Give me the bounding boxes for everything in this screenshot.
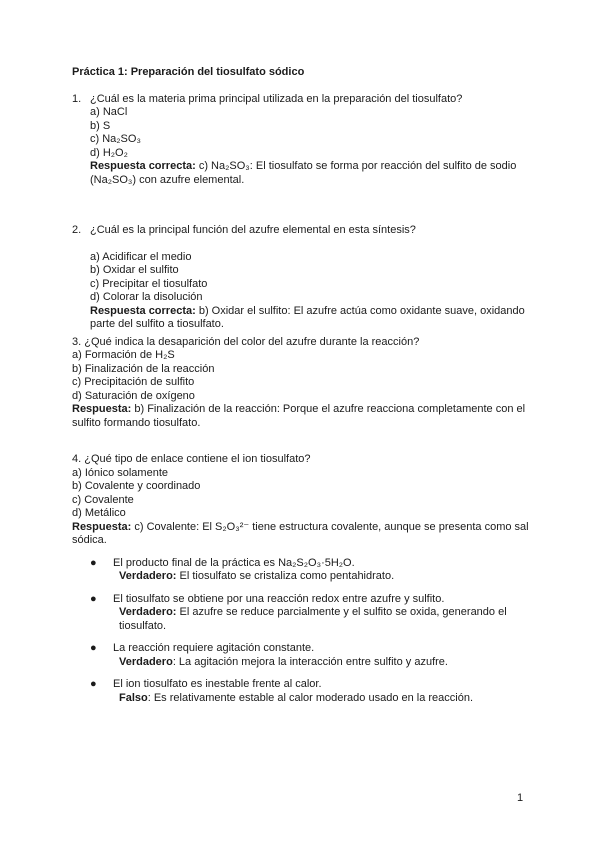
question-3-text-line	[72, 336, 542, 350]
statement-item-2	[72, 593, 542, 634]
question-2-text: ¿Cuál es la principal función del azufre elemental en esta síntesis?	[90, 224, 416, 236]
statement-2-body	[113, 593, 542, 634]
question-4-text-line	[72, 453, 542, 467]
statement-2-text: El tiosulfato se obtiene por una reacción redox entre azufre y sulfito.	[113, 592, 445, 605]
question-3-answer-label: Respuesta:	[72, 403, 132, 415]
question-1-body	[90, 93, 542, 188]
question-2-number: 2.	[72, 224, 82, 236]
question-3-answer	[72, 403, 542, 430]
question-1-option-a: a) NaCl	[90, 106, 128, 118]
statement-2-verdict-text: El azufre se reduce parcialmente y el sulfito se oxida, generando el tiosulfato.	[119, 606, 507, 632]
statement-4-verdict-text: : Es relativamente estable al calor moderado usado en la reacción.	[147, 691, 474, 704]
statement-1-verdict-label: Verdadero:	[119, 570, 177, 582]
statement-1-text: El producto final de la práctica es Na₂S₂O₃·5H₂O.	[113, 556, 355, 569]
question-1-answer-label: Respuesta correcta:	[90, 160, 196, 172]
question-1-number: 1.	[72, 92, 82, 105]
statement-3-text: La reacción requiere agitación constante.	[113, 642, 315, 654]
question-4-option-b: b) Covalente y coordinado	[72, 480, 201, 492]
statement-4-body	[113, 678, 542, 705]
question-2-option-b: b) Oxidar el sulfito	[90, 264, 179, 276]
question-2-option-c: c) Precipitar el tiosulfato	[90, 277, 208, 290]
statement-4-verdict-label: Falso	[119, 691, 148, 704]
question-4-option-a: a) Iónico solamente	[72, 466, 168, 479]
statement-item-3	[72, 642, 542, 669]
question-1-answer-text: c) Na₂SO₃: El tiosulfato se forma por reacción del sulfito de sodio (Na₂SO₃) con azufre elemental.	[90, 160, 517, 186]
statement-2-verdict-label: Verdadero:	[119, 606, 177, 618]
statement-4-verdict	[113, 692, 542, 706]
question-4-answer-text: c) Covalente: El S₂O₃²⁻ tiene estructura covalente, aunque se presenta como sal sódica.	[72, 520, 529, 546]
statement-3-verdict-text: : La agitación mejora la interacción entre sulfito y azufre.	[172, 655, 448, 668]
question-2-option-a: a) Acidificar el medio	[90, 250, 192, 263]
page-number: 1	[517, 792, 524, 804]
question-4-answer-label: Respuesta:	[72, 520, 132, 533]
question-3	[72, 336, 542, 431]
question-4-answer	[72, 521, 542, 548]
question-3-option-a: a) Formación de H₂S	[72, 349, 175, 361]
question-2-answer-text: b) Oxidar el sulfito: El azufre actúa como oxidante suave, oxidando parte del sulfito a tiosulfato.	[90, 304, 525, 330]
statement-3-body	[113, 642, 542, 669]
question-3-number: 3.	[72, 335, 82, 348]
question-1-option-d: d) H₂O₂	[90, 146, 128, 159]
page-title: Práctica 1: Preparación del tiosulfato sódico	[72, 66, 305, 78]
bullet-icon: ●	[90, 678, 97, 690]
bullet-icon: ●	[90, 556, 97, 569]
statement-item-4	[72, 678, 542, 705]
question-2-option-d: d) Colorar la disolución	[90, 291, 203, 303]
question-3-option-c: c) Precipitación de sulfito	[72, 376, 195, 388]
question-1-option-b: b) S	[90, 119, 111, 132]
statements-list	[72, 557, 542, 706]
statement-item-1	[72, 557, 542, 584]
question-2-body	[90, 224, 542, 332]
statement-3-verdict-label: Verdadero	[119, 655, 173, 668]
question-4	[72, 453, 542, 548]
question-1-answer	[90, 160, 542, 187]
statement-2-verdict	[113, 606, 542, 633]
question-1-option-c: c) Na₂SO₃	[90, 133, 141, 145]
question-4-option-c: c) Covalente	[72, 493, 134, 506]
question-3-option-b: b) Finalización de la reacción	[72, 362, 215, 375]
statement-3-verdict	[113, 656, 542, 670]
question-3-answer-text: b) Finalización de la reacción: Porque el azufre reacciona completamente con el sulfito formando tiosulfato.	[72, 403, 526, 429]
question-2-answer-label: Respuesta correcta:	[90, 304, 196, 317]
statement-1-body	[113, 557, 542, 584]
question-2-answer	[90, 305, 542, 332]
question-3-option-d: d) Saturación de oxígeno	[72, 389, 195, 402]
question-4-option-d: d) Metálico	[72, 507, 126, 519]
question-4-number: 4.	[72, 453, 82, 465]
question-4-text: ¿Qué tipo de enlace contiene el ion tiosulfato?	[84, 453, 311, 465]
statement-4-text: El ion tiosulfato es inestable frente al calor.	[113, 678, 322, 690]
question-3-text: ¿Qué indica la desaparición del color del azufre durante la reacción?	[84, 335, 420, 348]
bullet-icon: ●	[90, 592, 97, 605]
question-1	[72, 93, 542, 188]
statement-1-verdict-text: El tiosulfato se cristaliza como pentahidrato.	[176, 570, 395, 582]
question-2	[72, 224, 542, 332]
statement-1-verdict	[113, 570, 542, 584]
question-1-text: ¿Cuál es la materia prima principal utilizada en la preparación del tiosulfato?	[90, 92, 463, 105]
bullet-icon: ●	[90, 642, 97, 654]
